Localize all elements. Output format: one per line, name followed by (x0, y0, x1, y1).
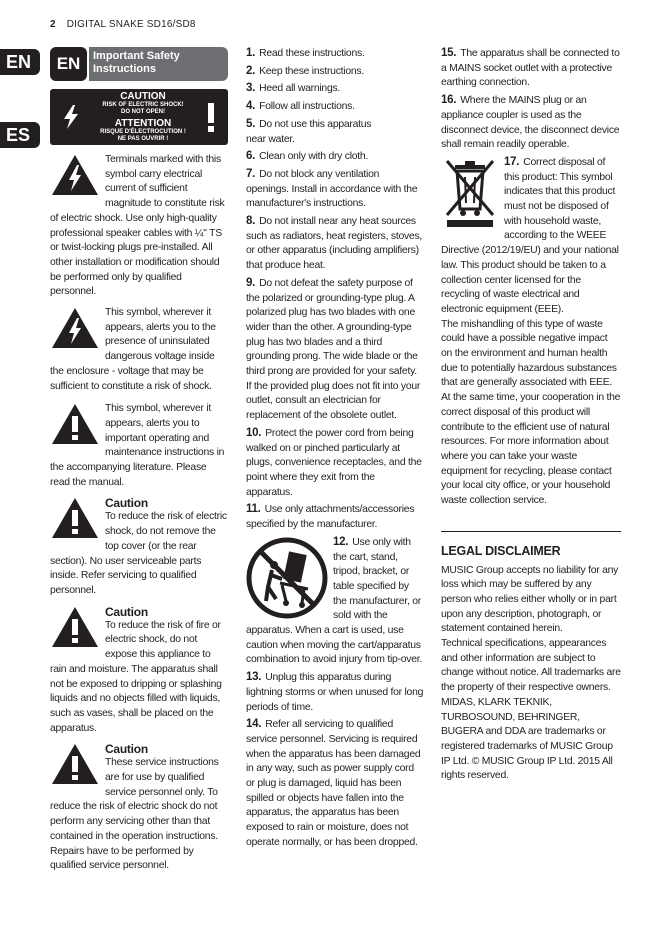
caution-heading: Caution (105, 496, 148, 511)
instruction-item (441, 93, 621, 153)
item-number: 8. (246, 215, 256, 228)
shock-warning-icon (50, 153, 100, 197)
item-number: 15. (441, 47, 457, 59)
legal-disclaimer-title: LEGAL DISCLAIMER (441, 543, 561, 558)
instruction-item (246, 426, 424, 501)
instruction-item (246, 670, 424, 715)
caution-label-title: CAUTION (120, 90, 166, 102)
attention-label-title: ATTENTION (114, 117, 172, 129)
item-number: 1. (246, 47, 256, 59)
exclamation-warning-icon (50, 742, 100, 786)
caution-text: To reduce the risk of electric shock, do not remove the top cover (or the rear section). No user serviceable parts inside. Refer servicing to qualified personnel. (50, 511, 227, 596)
item-text: Correct disposal of this product: This symbol indicates that this product must not be disposed of with household waste, according to the WEEE Directive (2012/19/EU) and your national law. This product should be taken to a collection center licensed for the recycling of waste electrical and electronic equipment (EEE). (441, 156, 619, 315)
caution-text: To reduce the risk of fire or electric shock, do not expose this appliance to rain and moisture. The apparatus shall not be exposed to dripping or splashing liquids and no objects filled with liquids, such as vases, shall be placed on the apparatus. (50, 619, 222, 734)
caution-text: These service instructions are for use by qualified service personnel only. To reduce the risk of electric shock do not perform any servicing other than that contained in the operation instructions. Repairs have to be performed by qualified service personnel. (50, 757, 219, 872)
instruction-item (441, 155, 621, 509)
item-text: Keep these instructions. (259, 65, 364, 77)
cart-tip-over-icon (246, 537, 328, 619)
legal-disclaimer-section (441, 531, 621, 784)
exclamation-warning-icon (50, 605, 100, 649)
legal-disclaimer-text: MUSIC Group accepts no liability for any loss which may be suffered by any person who relies either wholly or in part upon any description, photograph, or statement contained herein. (441, 564, 619, 635)
instruction-item (246, 502, 424, 532)
caution-label-sub: DO NOT OPEN! (120, 108, 165, 115)
column-3 (441, 46, 621, 784)
caution-block-3 (50, 742, 228, 874)
caution-label (50, 89, 228, 145)
attention-label-sub: NE PAS OUVRIR ! (117, 135, 169, 142)
item-number: 5. (246, 117, 256, 130)
item-text: Where the MAINS plug or an appliance coupler is used as the disconnect device, the disconnect device shall remain readily operable. (441, 95, 620, 151)
item-text: Do not block any ventilation openings. Install in accordance with the manufacturer's instructions. (246, 168, 418, 210)
item-text: Use only attachments/accessories specified by the manufacturer. (246, 504, 415, 531)
page-number: 2 (50, 19, 56, 30)
instruction-item (246, 81, 424, 97)
item-text: Use only with the cart, stand, tripod, bracket, or table specified by the manufacturer, or sold with the apparatus. When a cart is used, use caution when moving the cart/apparatus combination to avoid injury from tip-over. (246, 536, 423, 666)
lang-tab-es[interactable]: ES (0, 122, 40, 148)
item-text: Do not install near any heat sources such as radiators, heat registers, stoves, or other apparatus (including amplifiers) that produce heat. (246, 216, 423, 272)
item-number: 2. (246, 64, 256, 77)
terminal-warning-text: Terminals marked with this symbol carry electrical current of sufficient magnitude to constitute risk of electric shock. Use only high-quality professional speaker cables with ¼" TS or twist-locking plugs pre-installed. All other installation or modification should be performed only by qualified personnel. (50, 154, 225, 298)
item-number: 4. (246, 100, 256, 113)
item-text: Clean only with dry cloth. (259, 151, 369, 163)
caution-label-sub: RISK OF ELECTRIC SHOCK! (102, 101, 184, 108)
lang-tab-en[interactable]: EN (0, 49, 40, 75)
item-number: 10. (246, 426, 262, 439)
caution-block-2 (50, 605, 228, 737)
item-text: Do not use this apparatus near water. (246, 118, 372, 145)
exclamation-icon (204, 101, 218, 133)
column-2 (246, 46, 424, 853)
item-text: Unplug this apparatus during lightning storms or when unused for long periods of time. (246, 672, 424, 713)
item-number: 9. (246, 276, 256, 289)
instruction-item (246, 535, 424, 668)
shock-warning-icon (50, 306, 100, 350)
caution-block-1 (50, 496, 228, 598)
item-text: Heed all warnings. (259, 83, 341, 95)
item-text: The apparatus shall be connected to a MAINS socket outlet with a protective earthing connection. (441, 48, 620, 89)
instruction-item (246, 99, 424, 115)
weee-bin-icon (441, 157, 499, 229)
product-name: DIGITAL SNAKE SD16/SD8 (66, 19, 196, 30)
legal-trademark-text: Technical specifications, appearances and other information are subject to change without notice. All trademarks are the property of their respective owners. MIDAS, KLARK TEKNIK, TURBOSOUND, BEHRINGER, BUGERA and DDA are trademarks or registered trademarks of MUSIC Group IP Ltd. © MUSIC Group IP Ltd. 2015 All rights reserved. (441, 638, 621, 782)
item-number: 12. (333, 535, 349, 548)
item-text-continued: The mishandling of this type of waste could have a possible negative impact on the environment and human health due to potentially hazardous substances that are generally associated with EEE. At the same time, your cooperation in the correct disposal of this product will contribute to the efficient use of natural resources. For more information about where you can take your waste equipment for recycling, please contact your local city office, or your household waste collection service. (441, 318, 621, 507)
voltage-symbol-block (50, 306, 228, 394)
instruction-item (441, 46, 621, 91)
item-number: 14. (246, 718, 262, 731)
instruction-item (246, 167, 424, 212)
item-number: 13. (246, 671, 262, 684)
caution-heading: Caution (105, 742, 148, 757)
item-number: 3. (246, 82, 256, 95)
terminal-symbol-block (50, 153, 228, 300)
exclamation-warning-icon (50, 402, 100, 446)
column-1 (50, 47, 228, 876)
item-number: 11. (246, 503, 261, 516)
attention-label-sub: RISQUE D'ÉLECTROCUTION ! (100, 128, 186, 135)
caution-label-text (100, 92, 186, 143)
instruction-item (246, 64, 424, 80)
instruction-item (246, 214, 424, 274)
instructions-symbol-block (50, 402, 228, 490)
instructions-warning-text: This symbol, wherever it appears, alerts you to important operating and maintenance instructions in the accompanying literature. Please read the manual. (50, 403, 225, 488)
item-text: Follow all instructions. (259, 101, 355, 113)
lightning-bolt-icon (60, 104, 82, 130)
instruction-item (246, 46, 424, 62)
voltage-warning-text: This symbol, wherever it appears, alerts you to the presence of uninsulated dangerous voltage inside the enclosure - voltage that may be sufficient to constitute a risk of shock. (50, 307, 216, 392)
section-title: Important Safety Instructions (89, 47, 228, 81)
item-text: Read these instructions. (259, 48, 365, 59)
item-number: 6. (246, 150, 256, 163)
item-text: Protect the power cord from being walked on or pinched particularly at plugs, convenience receptacles, and the point where they exit from the apparatus. (246, 427, 422, 498)
instruction-item (246, 149, 424, 165)
item-number: 7. (246, 167, 256, 180)
item-number: 16. (441, 94, 457, 107)
instruction-item (246, 276, 424, 424)
section-badge: EN (50, 47, 87, 81)
item-text: Refer all servicing to qualified service personnel. Servicing is required when the apparatus has been damaged in any way, such as power supply cord or plug is damaged, liquid has been spilled or objects have fallen into the apparatus, the apparatus has been exposed to rain or moisture, does not operate normally, or has been dropped. (246, 719, 421, 848)
instruction-item (246, 117, 424, 147)
item-text: Do not defeat the safety purpose of the polarized or grounding-type plug. A polarized plug has two blades with one wider than the other. A grounding-type plug has two blades and a third grounding prong. The wide blade or the third prong are provided for your safety. If the provided plug does not fit into your outlet, consult an electrician for replacement of the obsolete outlet. (246, 277, 421, 422)
item-number: 17. (504, 155, 520, 168)
caution-heading: Caution (105, 604, 148, 619)
exclamation-warning-icon (50, 496, 100, 540)
instruction-item (246, 717, 424, 850)
page-header (50, 19, 196, 30)
section-title-bar (50, 47, 228, 81)
